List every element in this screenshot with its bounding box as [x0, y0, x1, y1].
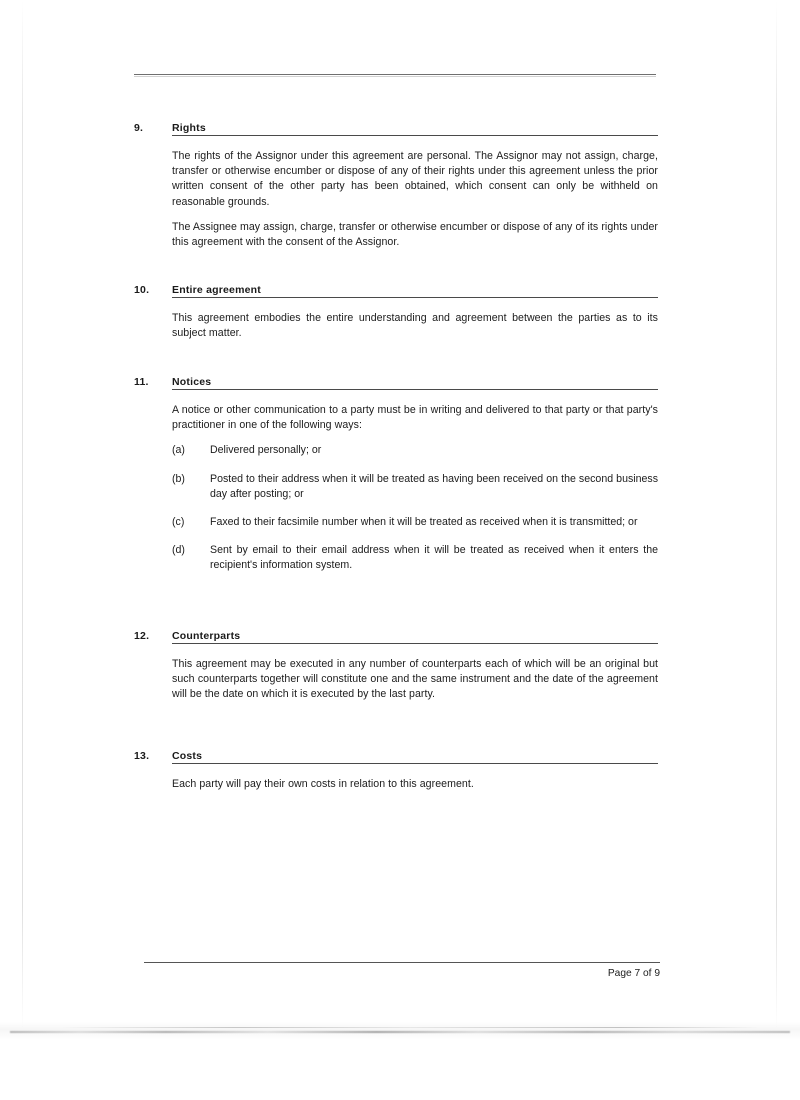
list-item — [172, 472, 658, 502]
paragraph: This agreement embodies the entire understanding and agreement between the parties as to its subject matter. — [172, 312, 658, 340]
scan-edge-right — [776, 0, 777, 1030]
clause-13-title-rule — [172, 763, 658, 764]
clause-11 — [134, 376, 658, 574]
list-item — [172, 443, 658, 458]
clause-13-number: 13. — [134, 750, 150, 762]
clause-11-list — [134, 443, 658, 573]
footer-rule — [144, 962, 660, 963]
header-rule-shadow — [134, 76, 656, 77]
list-item — [172, 515, 658, 530]
list-item-text: Posted to their address when it will be treated as having been received on the second business day after posting; or — [210, 472, 658, 500]
list-item-text: Delivered personally; or — [210, 444, 322, 457]
clause-11-number: 11. — [134, 376, 149, 388]
paragraph: The Assignee may assign, charge, transfer or otherwise encumber or dispose of any of its rights under this agreement with the consent of the Assignor. — [172, 220, 658, 249]
clause-11-heading — [134, 376, 658, 394]
paragraph: Each party will pay their own costs in relation to this agreement. — [172, 778, 474, 790]
clause-12-number: 12. — [134, 630, 150, 642]
list-item-text: Faxed to their facsimile number when it will be treated as received when it is transmitted; or — [210, 516, 638, 529]
page-number: Page 7 of 9 — [607, 968, 660, 979]
clause-11-title: Notices — [172, 376, 217, 388]
list-item-marker: (c) — [172, 516, 185, 529]
list-item-text: Sent by email to their email address when it will be treated as received when it enters the recipient's information system. — [210, 544, 658, 572]
clause-9-heading — [134, 122, 658, 140]
paragraph: The rights of the Assignor under this agreement are personal. The Assignor may not assign, charge, transfer or otherwise encumber or dispose of any of their rights under this agreement unless the prior written consent of the other party has been obtained, which consent can only be withheld on reasonable grounds. — [172, 150, 658, 208]
clause-13 — [134, 750, 658, 792]
clause-10-number: 10. — [134, 284, 150, 296]
clause-10-heading — [134, 284, 658, 302]
clause-12 — [134, 630, 658, 703]
clause-10 — [134, 284, 658, 341]
clause-11-title-rule — [172, 389, 658, 390]
clause-11-body — [134, 394, 658, 574]
scan-edge-left — [22, 0, 23, 1030]
scan-bottom-edge-secondary — [60, 1027, 760, 1028]
clause-13-heading — [134, 750, 658, 768]
clause-12-title: Counterparts — [172, 630, 246, 642]
clause-10-title-rule — [172, 297, 658, 298]
clause-10-title: Entire agreement — [172, 284, 267, 296]
list-item-marker: (a) — [172, 444, 185, 457]
paragraph: This agreement may be executed in any number of counterparts each of which will be an original but such counterparts together will constitute one and the same instrument and the date of the agreement will be the date on which it is executed by the last party. — [172, 658, 658, 701]
clause-13-body — [134, 768, 658, 792]
header-rule — [134, 74, 656, 75]
clause-12-heading — [134, 630, 658, 648]
clause-9 — [134, 122, 658, 250]
clause-9-title-rule — [172, 135, 658, 136]
clause-12-title-rule — [172, 643, 658, 644]
paragraph: A notice or other communication to a party must be in writing and delivered to that party or that party's practitioner in one of the following ways: — [172, 404, 658, 432]
clause-9-title: Rights — [172, 122, 212, 134]
list-item-marker: (d) — [172, 544, 185, 557]
list-item-marker: (b) — [172, 472, 185, 485]
scan-bottom-edge — [10, 1031, 790, 1033]
clause-12-body — [134, 648, 658, 703]
clause-9-number: 9. — [134, 122, 144, 134]
clause-10-body — [134, 302, 658, 341]
list-item — [172, 543, 658, 573]
clause-9-body — [134, 140, 658, 250]
clause-13-title: Costs — [172, 750, 208, 762]
